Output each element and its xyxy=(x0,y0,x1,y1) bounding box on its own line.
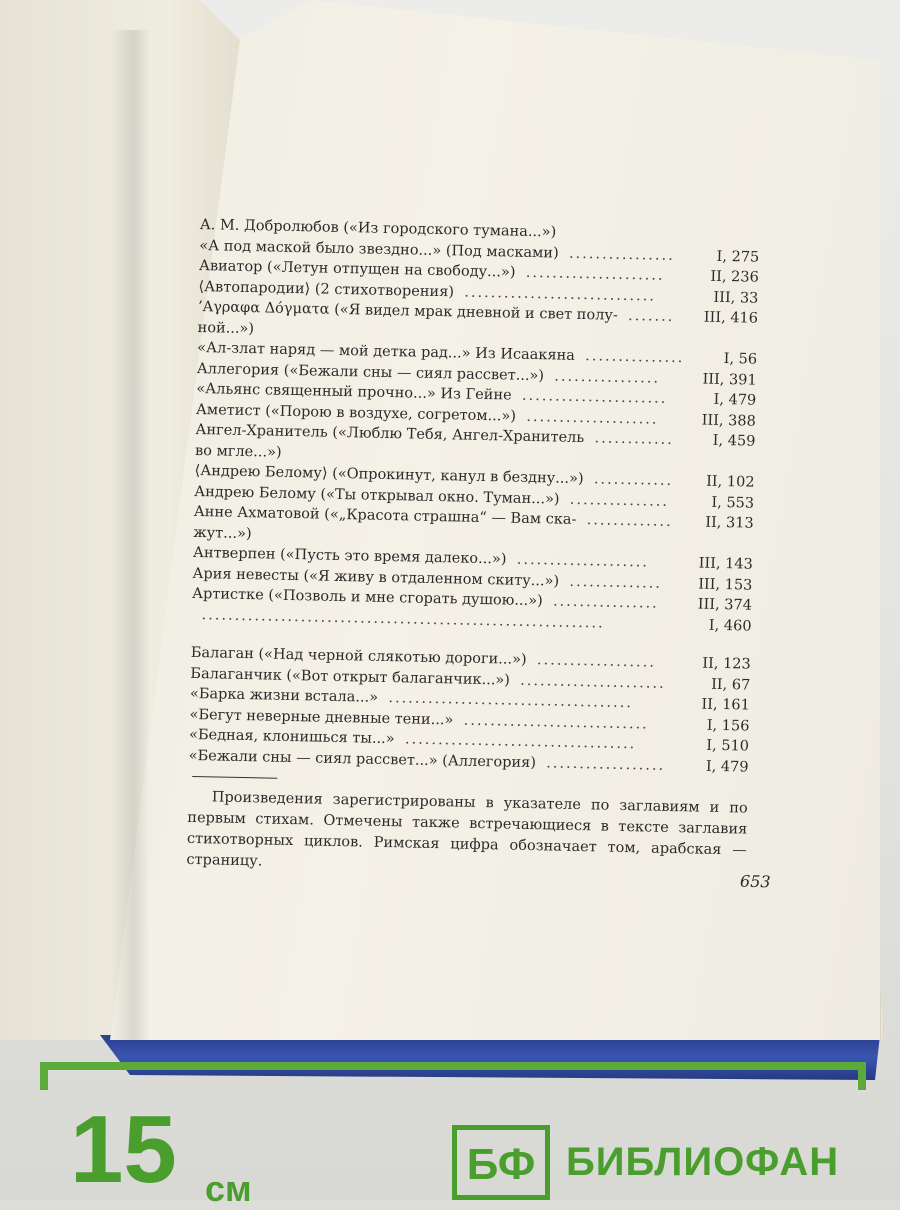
entry-title: «Бегут неверные дневные тени...» xyxy=(189,706,454,728)
entry-title: Аллегория («Бежали сны — сиял рассвет...») xyxy=(196,360,545,384)
leader-dots: .................... xyxy=(516,551,650,571)
scale-number: 15 xyxy=(70,1096,177,1203)
leader-dots: ............... xyxy=(569,491,670,510)
page-number: 653 xyxy=(739,871,771,892)
leader-dots: ....... xyxy=(627,307,675,325)
entry-title: ной...») xyxy=(197,319,255,337)
leader-dots: ............ xyxy=(593,471,674,489)
scale-unit: см xyxy=(205,1168,252,1209)
entry-title: ⟨Андрею Белому⟩ («Опрокинут, канул в бездну...») xyxy=(194,462,584,488)
brand-name: БИБЛИОФАН xyxy=(566,1140,840,1184)
spine-shadow xyxy=(110,30,150,1040)
entry-reference: I, 460 xyxy=(708,617,752,635)
leader-dots: .................... xyxy=(526,408,659,428)
entry-reference: III, 374 xyxy=(697,596,753,614)
entry-title: Балаган («Над черной слякотью дороги...») xyxy=(190,644,527,668)
brand-logo: БФ xyxy=(452,1125,550,1200)
entry-title: Артистке («Позволь и мне сгорать душою...») xyxy=(191,585,543,610)
entry-title: Аметист («Порою в воздухе, согретом...») xyxy=(195,401,517,425)
entry-title: «Бедная, клонишься ты...» xyxy=(188,726,395,748)
entry-title: А. М. Добролюбов («Из городского тумана...») xyxy=(199,216,557,241)
leader-dots: ............... xyxy=(585,348,685,367)
entry-reference: I, 56 xyxy=(723,351,758,368)
entry-title: ’Αγραφα Δόγματα («Я видел мрак дневной и свет полу- xyxy=(197,298,618,324)
leader-dots: ................ xyxy=(554,367,661,387)
leader-dots: ............................................................. xyxy=(201,606,605,632)
entry-reference: I, 553 xyxy=(711,494,755,512)
entry-reference: I, 510 xyxy=(706,737,750,755)
leader-dots: ............ xyxy=(594,430,675,448)
leader-dots: ............................. xyxy=(464,284,657,305)
leader-dots: .................. xyxy=(546,754,666,774)
entry-reference: I, 459 xyxy=(712,432,756,450)
leader-dots: ................ xyxy=(568,245,675,264)
entry-title: «Барка жизни встала...» xyxy=(189,685,379,706)
entry-title: «Бежали сны — сиял рассвет...» (Аллегория) xyxy=(188,747,537,771)
entry-title: «Ал-злат наряд — мой детка рад...» Из Исаакяна xyxy=(197,339,576,364)
entry-reference: III, 33 xyxy=(713,289,759,307)
leader-dots: .................. xyxy=(536,652,657,671)
entry-title: Балаганчик («Вот открыт балаганчик...») xyxy=(190,665,511,689)
leader-dots: ................................... xyxy=(404,731,637,753)
leader-dots: ................ xyxy=(552,593,659,612)
entry-reference: I, 156 xyxy=(706,717,750,735)
entry-reference: II, 123 xyxy=(702,655,751,673)
leader-dots: ..................... xyxy=(525,264,665,284)
entry-reference: I, 479 xyxy=(705,758,749,776)
entry-title: «А под маской было звездно...» (Под масками) xyxy=(199,237,559,262)
leader-dots: ..................................... xyxy=(388,690,634,712)
entry-title: Авиатор («Летун отпущен на свободу...») xyxy=(198,257,516,281)
index-list-a xyxy=(191,215,759,637)
entry-title: Ангел-Хранитель («Люблю Тебя, Ангел-Хранитель xyxy=(195,421,585,447)
entry-reference: II, 236 xyxy=(710,268,759,286)
entry-reference: III, 416 xyxy=(703,309,759,327)
entry-title: Антверпен («Пусть это время далеко...») xyxy=(192,544,507,568)
index-content xyxy=(186,215,760,883)
entry-title: Ария невесты («Я живу в отдаленном скиту...») xyxy=(192,565,560,590)
entry-reference: II, 161 xyxy=(701,696,751,714)
entry-reference: II, 102 xyxy=(705,473,755,491)
entry-reference: III, 143 xyxy=(698,555,753,573)
entry-reference: I, 479 xyxy=(713,391,757,409)
entry-reference: III, 391 xyxy=(702,371,757,389)
entry-title: ⟨Автопародии⟩ (2 стихотворения) xyxy=(198,278,455,300)
leader-dots: ...................... xyxy=(521,387,668,407)
entry-title: жут...») xyxy=(193,524,252,542)
leader-dots: ............................ xyxy=(463,712,649,733)
entry-title: «Альянс священный прочно...» Из Гейне xyxy=(196,380,512,404)
entry-reference: III, 153 xyxy=(698,576,753,594)
leader-dots: ............. xyxy=(586,512,673,530)
entry-reference: II, 313 xyxy=(705,514,754,532)
footnote-text: Произведения зарегистрированы в указателе по заглавиям и по первым стихам. Отмечены также встречающиеся в тексте заглавия стихотворных циклов. Римская цифра обозначает том, арабская — страницу. xyxy=(186,789,748,870)
entry-title: во мгле...») xyxy=(194,442,282,461)
entry-title: Андрею Белому («Ты открывал окно. Туман...») xyxy=(194,483,560,508)
leader-dots: ...................... xyxy=(520,672,666,692)
entry-reference: II, 67 xyxy=(710,676,751,694)
entry-reference: I, 275 xyxy=(716,248,760,266)
entry-title: Анне Ахматовой («„Красота страшна“ — Вам ска- xyxy=(193,503,577,528)
scale-bar xyxy=(40,1062,866,1090)
leader-dots: .............. xyxy=(569,573,663,592)
footnote-rule xyxy=(192,776,277,779)
index-list-b xyxy=(188,643,750,778)
entry-reference: III, 388 xyxy=(701,412,756,430)
